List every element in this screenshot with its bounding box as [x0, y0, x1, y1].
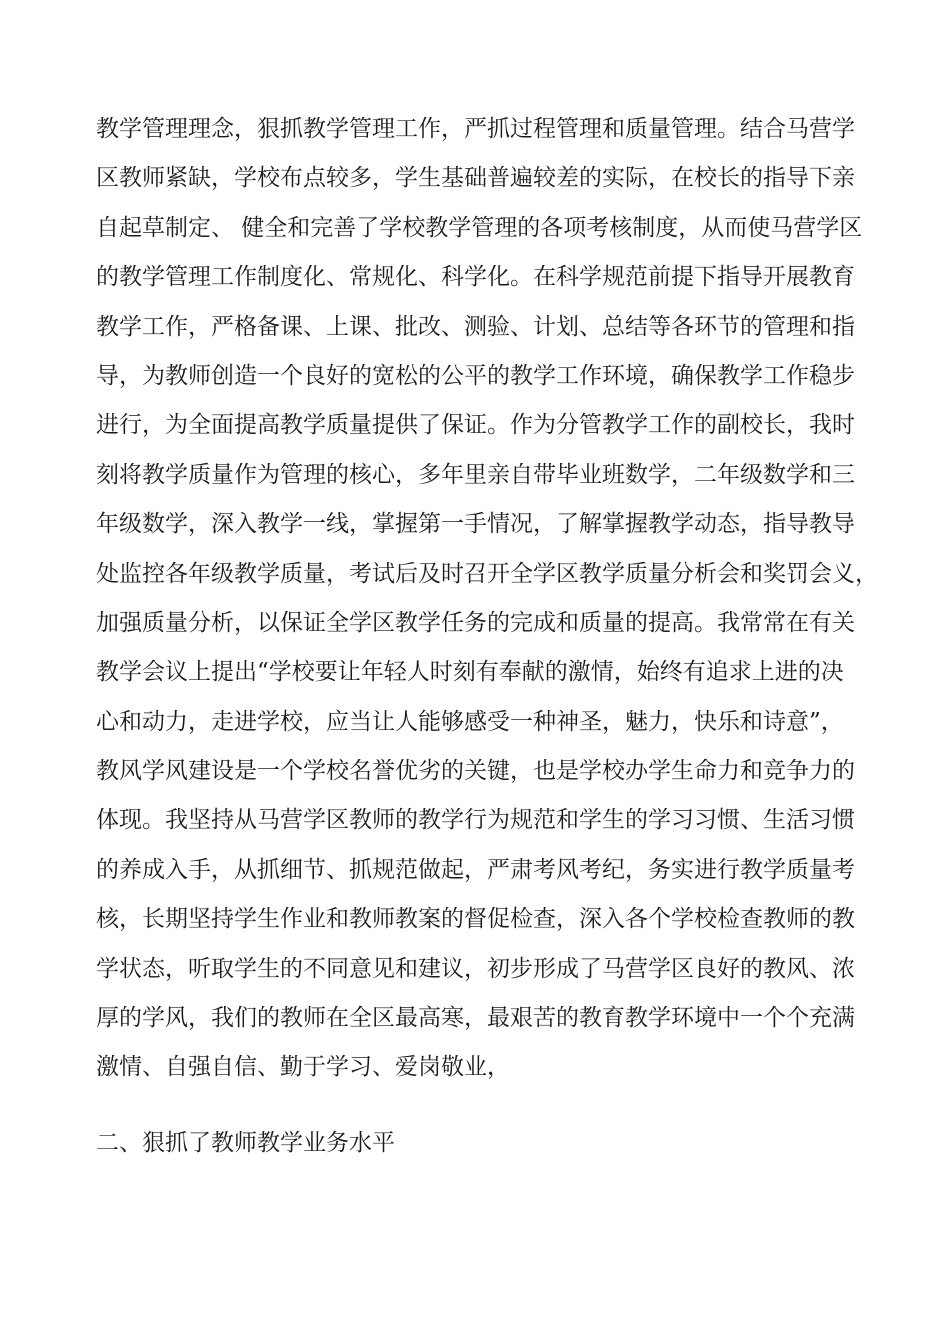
- paragraph-line: 区教师紧缺，学校布点较多，学生基础普遍较差的实际，在校长的指导下亲: [96, 165, 855, 192]
- paragraph-line: 教学工作，严格备课、上课、批改、测验、计划、总结等各环节的管理和指: [96, 313, 855, 340]
- paragraph-line: 自起草制定、 健全和完善了学校教学管理的各项考核制度，从而使马营学区: [96, 214, 863, 241]
- paragraph-line: 核，长期坚持学生作业和教师教案的督促检查，深入各个学校检查教师的教: [96, 906, 855, 933]
- paragraph-line: 教风学风建设是一个学校名誉优劣的关键，也是学校办学生命力和竞争力的: [96, 758, 855, 785]
- paragraph-line: 激情、自强自信、勤于学习、爱岗敬业，: [96, 1054, 510, 1081]
- paragraph-line: 处监控各年级教学质量，考试后及时召开全学区教学质量分析会和奖罚会义，: [96, 560, 878, 587]
- paragraph-line: 教学会议上提出“学校要让年轻人时刻有奉献的激情，始终有追求上进的决: [96, 659, 844, 686]
- paragraph-line: 的教学管理工作制度化、常规化、科学化。在科学规范前提下指导开展教育: [96, 264, 855, 291]
- section-heading: 二、狠抓了教师教学业务水平: [96, 1130, 395, 1156]
- paragraph-line: 年级数学，深入教学一线，掌握第一手情况，了解掌握教学动态，指导教导: [96, 511, 855, 538]
- paragraph-line: 导，为教师创造一个良好的宽松的公平的教学工作环境，确保教学工作稳步: [96, 362, 855, 389]
- paragraph-line: 教学管理理念，狠抓教学管理工作，严抓过程管理和质量管理。结合马营学: [96, 116, 855, 142]
- body-paragraph: [96, 105, 878, 1093]
- paragraph-line: 加强质量分析，以保证全学区教学任务的完成和质量的提高。我常常在有关: [96, 609, 855, 636]
- paragraph-line: 学状态，听取学生的不同意见和建议，初步形成了马营学区良好的教风、浓: [96, 955, 855, 982]
- paragraph-line: 心和动力，走进学校，应当让人能够感受一种神圣，魅力，快乐和诗意”，: [96, 708, 844, 735]
- paragraph-line: 厚的学风，我们的教师在全区最高寒，最艰苦的教育教学环境中一个个充满: [96, 1005, 855, 1032]
- paragraph-line: 体现。我坚持从马营学区教师的教学行为规范和学生的学习习惯、生活习惯: [96, 807, 855, 834]
- paragraph-line: 进行，为全面提高教学质量提供了保证。作为分管教学工作的副校长，我时: [96, 412, 855, 439]
- paragraph-line: 的养成入手，从抓细节、抓规范做起，严肃考风考纪，务实进行教学质量考: [96, 856, 855, 883]
- paragraph-line: 刻将教学质量作为管理的核心，多年里亲自带毕业班数学，二年级数学和三: [96, 461, 855, 488]
